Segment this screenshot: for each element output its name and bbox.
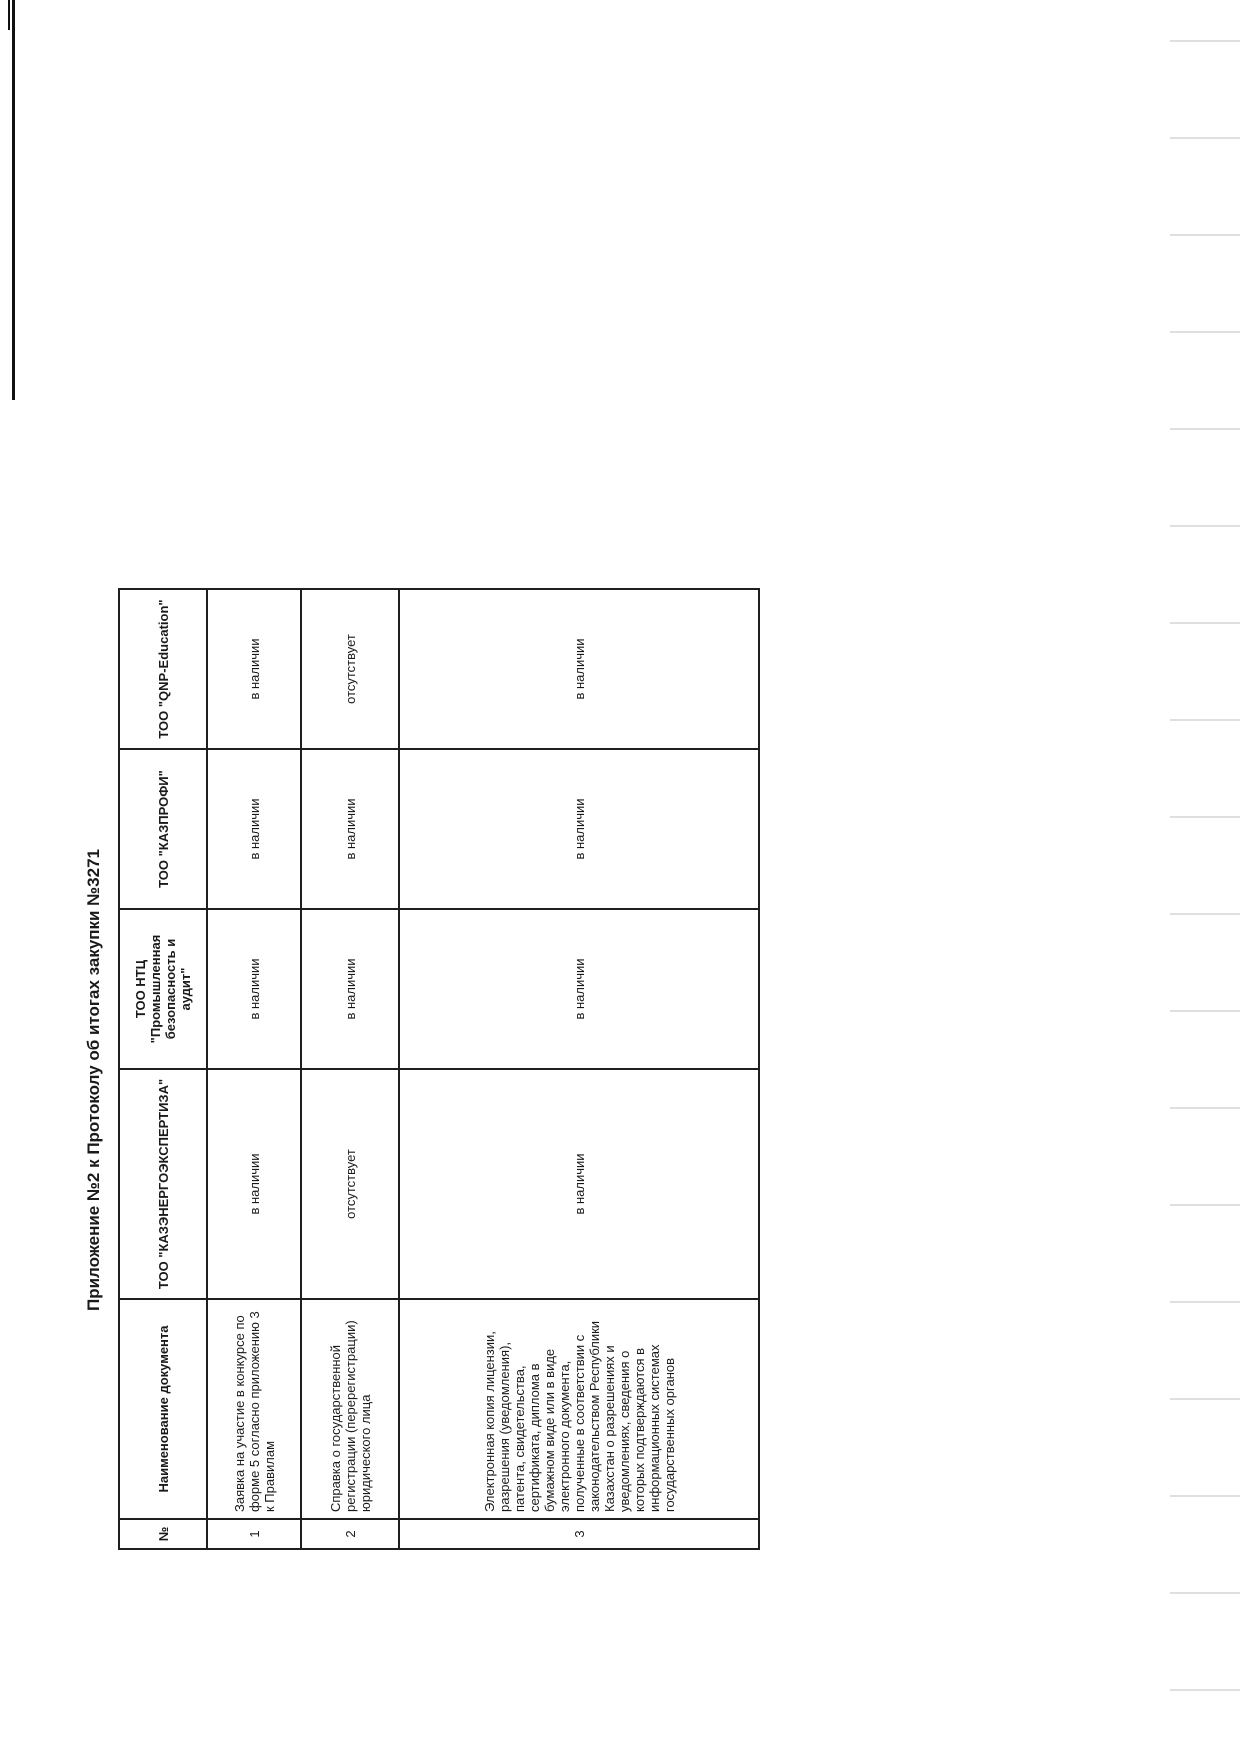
header-company-3: ТОО "КАЗПРОФИ" (119, 749, 207, 909)
table-row (207, 589, 301, 1549)
status-cell: в наличии (207, 589, 301, 749)
row-number: 1 (207, 1519, 301, 1549)
table-row (399, 589, 759, 1549)
status-cell: в наличии (399, 909, 759, 1069)
header-number: № (119, 1519, 207, 1549)
status-cell: в наличии (399, 1069, 759, 1299)
rotated-page (80, 570, 840, 1620)
row-number: 3 (399, 1519, 759, 1549)
scan-noise (1170, 0, 1240, 1754)
status-cell: в наличии (301, 749, 399, 909)
document-name: Справка о государственной регистрации (перерегистрации) юридического лица (301, 1299, 399, 1519)
status-cell: в наличии (301, 909, 399, 1069)
status-cell: отсутствует (301, 1069, 399, 1299)
scan-artifact (8, 0, 10, 30)
status-cell: в наличии (207, 749, 301, 909)
status-cell: в наличии (399, 749, 759, 909)
header-document-name: Наименование документа (119, 1299, 207, 1519)
status-cell: в наличии (399, 589, 759, 749)
status-cell: в наличии (207, 1069, 301, 1299)
document-name: Заявка на участие в конкурсе по форме 5 согласно приложению 3 к Правилам (207, 1299, 301, 1519)
table-header-row (119, 589, 207, 1549)
document-name: Электронная копия лицензии, разрешения (уведомления), патента, свидетельства, сертификата, диплома в бумажном виде или в виде электронного документа, полученные в соответствии с законодательством Республики Казахстан о разрешениях и уведомлениях, сведения о которых подтверждаются в информационных системах государственных органов (399, 1299, 759, 1519)
table-row (301, 589, 399, 1549)
row-number: 2 (301, 1519, 399, 1549)
status-cell: в наличии (207, 909, 301, 1069)
status-cell: отсутствует (301, 589, 399, 749)
header-company-2: ТОО НТЦ "Промышленная безопасность и аудит" (119, 909, 207, 1069)
page-title: Приложение №2 к Протоколу об итогах закупки №3271 (84, 849, 103, 1311)
header-company-1: ТОО "КАЗЭНЕРГОЭКСПЕРТИЗА" (119, 1069, 207, 1299)
scan-edge-line (12, 0, 15, 400)
header-company-4: ТОО "QNP-Education" (119, 589, 207, 749)
documents-table (118, 588, 760, 1550)
